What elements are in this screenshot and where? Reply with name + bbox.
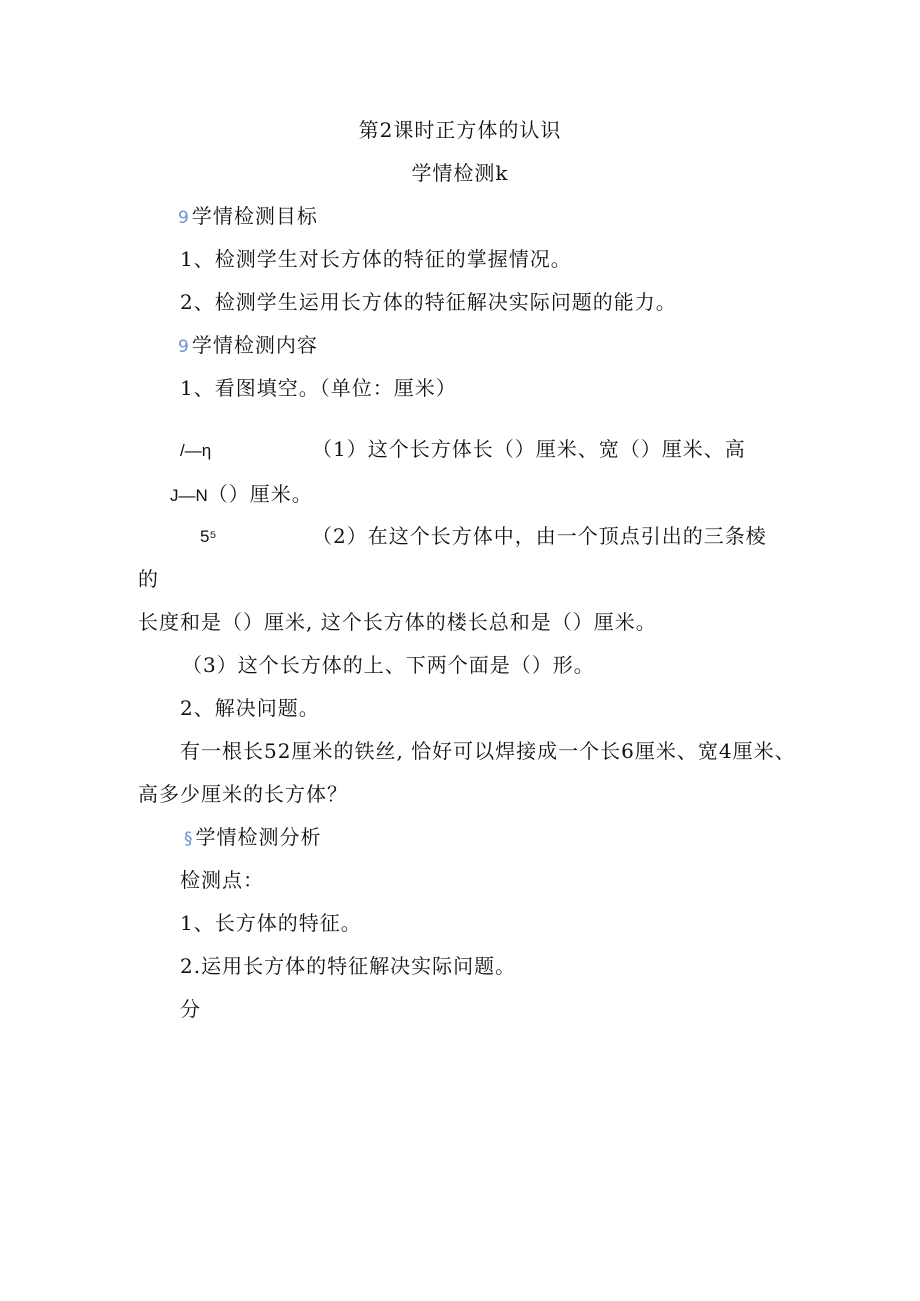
question-1-part-3: （3）这个长方体的上、下两个面是（）形。 bbox=[182, 653, 595, 677]
question-1-part-2-wrap: 的 bbox=[138, 567, 159, 591]
page-title: 第2课时正方体的认识 bbox=[358, 118, 562, 142]
section-marker-icon: 9 bbox=[178, 208, 190, 228]
question-1-part-1: （1）这个长方体长（）厘米、宽（）厘米、高 bbox=[312, 437, 746, 461]
question-2-text-continued: 高多少厘米的长方体？ bbox=[138, 782, 348, 806]
section-marker-icon: § bbox=[184, 829, 194, 849]
analysis-trailing: 分 bbox=[180, 997, 201, 1021]
objective-item: 2、检测学生运用长方体的特征解决实际问题的能力。 bbox=[180, 290, 677, 314]
analysis-heading bbox=[184, 824, 322, 852]
analysis-point: 1、长方体的特征。 bbox=[180, 911, 362, 935]
content-heading-text: 学情检测内容 bbox=[191, 333, 318, 357]
analysis-points-label: 检测点： bbox=[180, 868, 264, 892]
objectives-heading bbox=[178, 203, 318, 231]
section-marker-icon: 9 bbox=[178, 337, 190, 357]
figure-label-top: /—η bbox=[180, 441, 212, 460]
objectives-heading-text: 学情检测目标 bbox=[191, 204, 318, 228]
content-heading bbox=[178, 332, 318, 360]
question-2-intro: 2、解决问题。 bbox=[180, 696, 320, 720]
analysis-point: 2.运用长方体的特征解决实际问题。 bbox=[180, 954, 517, 978]
analysis-heading-text: 学情检测分析 bbox=[195, 825, 322, 849]
objective-item: 1、检测学生对长方体的特征的掌握情况。 bbox=[180, 247, 572, 271]
figure-label-mid: J—N bbox=[170, 486, 208, 505]
question-1-intro: 1、看图填空。（单位：厘米） bbox=[180, 376, 457, 400]
question-1-part-2-continued: 长度和是（）厘米, 这个长方体的楼长总和是（）厘米。 bbox=[138, 610, 657, 634]
question-1-part-2: （2）在这个长方体中，由一个顶点引出的三条棱 bbox=[312, 524, 767, 548]
figure-label-bottom: 5⁵ bbox=[200, 527, 217, 546]
question-1-part-1-continued bbox=[170, 481, 313, 509]
page-subtitle: 学情检测k bbox=[411, 161, 509, 185]
question-2-text: 有一根长52厘米的铁丝, 恰好可以焊接成一个长6厘米、宽4厘米、 bbox=[180, 739, 796, 763]
question-1-part-1-end: （）厘米。 bbox=[207, 482, 313, 506]
